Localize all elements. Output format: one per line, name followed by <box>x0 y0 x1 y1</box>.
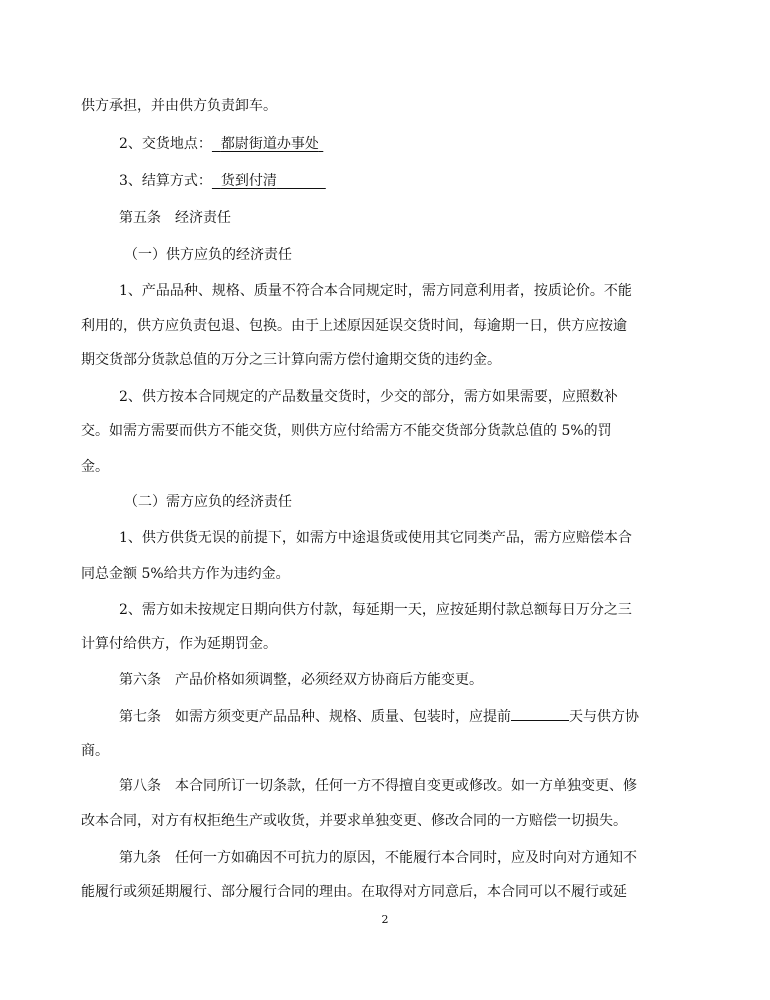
text-line: 2、供方按本合同规定的产品数量交货时，少交的部分，需方如果需要，应照数补 <box>119 389 618 405</box>
section-heading: （一）供方应负的经济责任 <box>124 247 292 263</box>
text-line: 期交货部分货款总值的万分之三计算向需方偿付逾期交货的违约金。 <box>81 352 501 368</box>
text-line: 2、需方如未按规定日期向供方付款，每延期一天，应按延期付款总额每日万分之三 <box>119 602 632 618</box>
text-line: 同总金额 5%给共方作为违约金。 <box>81 566 290 582</box>
text-line: 改本合同，对方有权拒绝生产或收货，并要求单独变更、修改合同的一方赔偿一切损失。 <box>81 813 627 829</box>
article-line: 第六条 产品价格如须调整，必须经双方协商后方能变更。 <box>119 672 483 688</box>
text-line: 商。 <box>81 743 109 759</box>
article-line: 第九条 任何一方如确因不可抗力的原因，不能履行本合同时，应及时向对方通知不 <box>119 850 637 866</box>
settlement-method-label: 3、结算方式： <box>119 173 212 189</box>
text-line: 交。如需方需要而供方不能交货，则供方应付给需方不能交货部分货款总值的 5%的罚 <box>81 423 612 439</box>
article-line: 第八条 本合同所订一切条款，任何一方不得擅自变更或修改。如一方单独变更、修 <box>119 778 637 794</box>
article-heading: 第五条 经济责任 <box>119 210 231 226</box>
text-line: 1、产品品种、规格、质量不符合本合同规定时，需方同意利用者，按质论价。不能 <box>119 283 632 299</box>
delivery-location-label: 2、交货地点： <box>119 136 212 152</box>
delivery-location-line <box>119 134 323 154</box>
text-line: 利用的，供方应负责包退、包换。由于上述原因延误交货时间，每逾期一日，供方应按逾 <box>81 318 627 334</box>
text-line: 计算付给供方，作为延期罚金。 <box>81 636 277 652</box>
delivery-location-value: 都尉街道办事处 <box>220 136 319 152</box>
settlement-method-value: 货到付清 <box>220 173 277 189</box>
text-line: 1、供方供货无误的前提下，如需方中途退货或使用其它同类产品，需方应赔偿本合 <box>119 530 632 546</box>
article-line: 第七条 如需方须变更产品品种、规格、质量、包装时，应提前 天与供方协 <box>119 705 639 727</box>
text-line: 金。 <box>81 459 109 475</box>
section-heading: （二）需方应负的经济责任 <box>124 494 292 510</box>
page-number: 2 <box>381 913 389 926</box>
settlement-method-line <box>119 171 326 191</box>
text-line: 能履行或须延期履行、部分履行合同的理由。在取得对方同意后，本合同可以不履行或延 <box>81 884 627 900</box>
text-line: 供方承担，并由供方负责卸车。 <box>81 98 277 114</box>
blank-days <box>511 705 569 721</box>
